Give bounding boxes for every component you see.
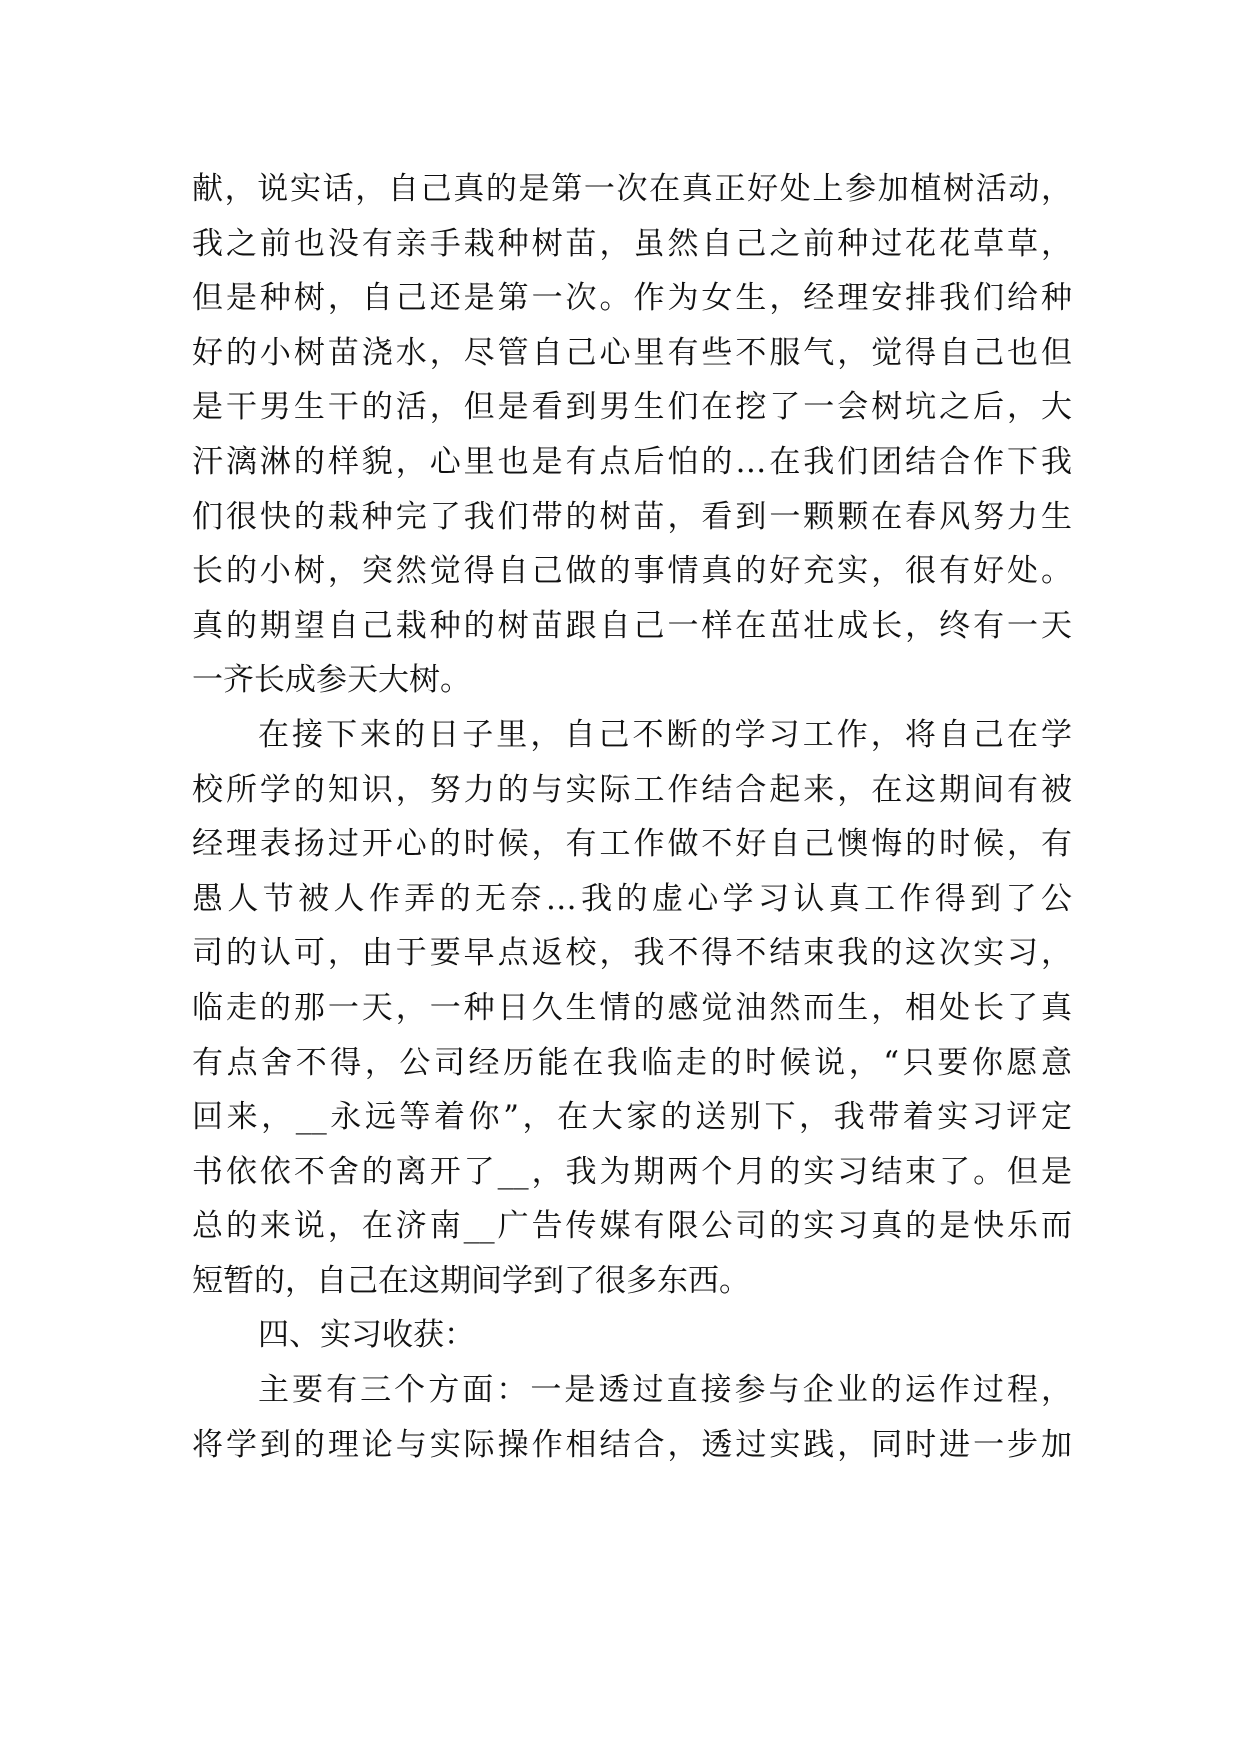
- text-line: 真的期望自己栽种的树苗跟自己一样在茁壮成长，终有一天: [192, 607, 1072, 644]
- text-line: 汗漓淋的样貌，心里也是有点后怕的…在我们团结合作下我: [192, 443, 1072, 480]
- text-line: 长的小树，突然觉得自己做的事情真的好充实，很有好处。: [192, 553, 1072, 590]
- text-line: 们很快的栽种完了我们带的树苗，看到一颗颗在春风努力生: [192, 498, 1072, 535]
- text-line: 将学到的理论与实际操作相结合，透过实践，同时进一步加: [192, 1426, 1072, 1463]
- text-line: 临走的那一天，一种日久生情的感觉油然而生，相处长了真: [192, 989, 1072, 1026]
- text-line: 是干男生干的活，但是看到男生们在挖了一会树坑之后，大: [192, 389, 1072, 426]
- text-line: 总的来说，在济南__广告传媒有限公司的实习真的是快乐而: [192, 1208, 1072, 1245]
- text-line: 我之前也没有亲手栽种树苗，虽然自己之前种过花花草草，: [192, 225, 1072, 262]
- text-line: 回来，__永远等着你”，在大家的送别下，我带着实习评定: [192, 1099, 1072, 1136]
- text-line: 有点舍不得，公司经历能在我临走的时候说，“只要你愿意: [192, 1044, 1072, 1081]
- text-line: 书依依不舍的离开了__，我为期两个月的实习结束了。但是: [192, 1153, 1072, 1190]
- text-line: 但是种树，自己还是第一次。作为女生，经理安排我们给种: [192, 280, 1072, 317]
- text-line: 司的认可，由于要早点返校，我不得不结束我的这次实习，: [192, 935, 1072, 972]
- text-line: 一齐长成参天大树。: [192, 662, 471, 699]
- section-heading: 四、实习收获：: [258, 1317, 475, 1354]
- text-line: 校所学的知识，努力的与实际工作结合起来，在这期间有被: [192, 771, 1072, 808]
- text-line: 献，说实话，自己真的是第一次在真正好处上参加植树活动，: [192, 171, 1072, 207]
- text-line: 经理表扬过开心的时候，有工作做不好自己懊悔的时候，有: [192, 826, 1072, 863]
- text-line: 短暂的，自己在这期间学到了很多东西。: [192, 1262, 750, 1299]
- paragraph-first-line: 在接下来的日子里，自己不断的学习工作，将自己在学: [258, 716, 1072, 753]
- body-text: [192, 162, 1072, 1472]
- text-line: 好的小树苗浇水，尽管自己心里有些不服气，觉得自己也但: [192, 334, 1072, 371]
- paragraph-first-line: 主要有三个方面：一是透过直接参与企业的运作过程，: [258, 1372, 1072, 1409]
- text-line: 愚人节被人作弄的无奈…我的虚心学习认真工作得到了公: [192, 880, 1072, 917]
